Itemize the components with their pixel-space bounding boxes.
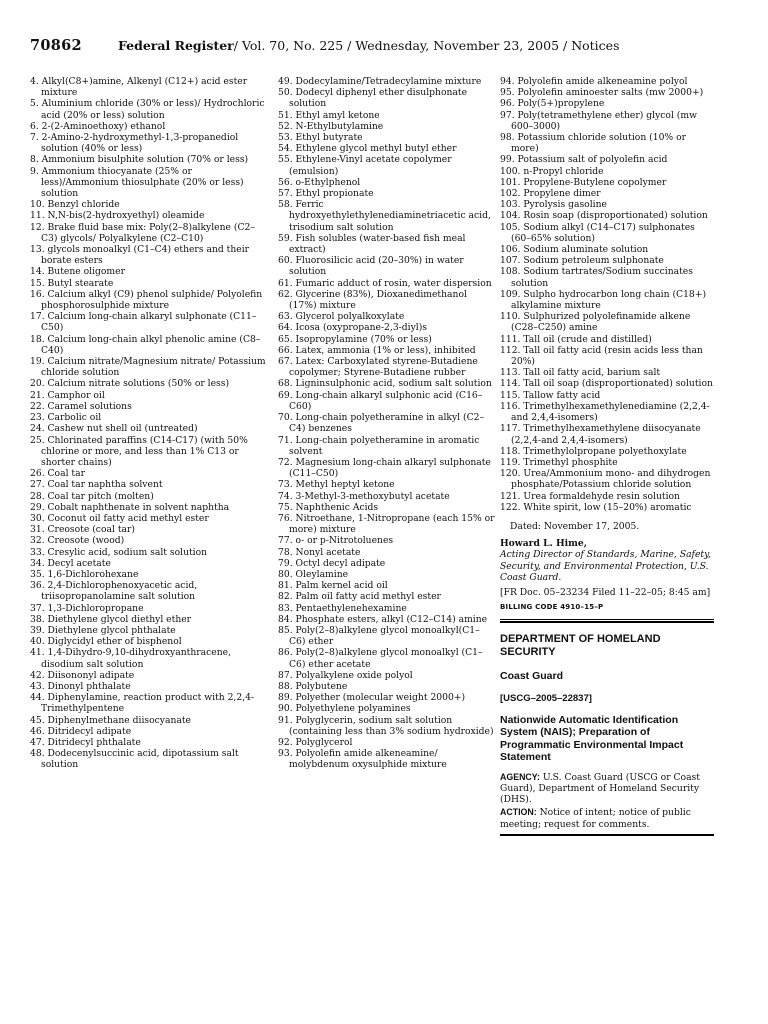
list-item: 25. Chlorinated paraffins (C14-C17) (with 50% chlorine or more, and less than 1% C13 or shorter chains) bbox=[30, 434, 248, 468]
divider-thin bbox=[500, 619, 714, 620]
action-text: Notice of intent; notice of public meeting; request for comments. bbox=[500, 807, 691, 830]
list-item: 99. Potassium salt of polyolefin acid bbox=[500, 154, 668, 166]
list-item: 93. Polyolefin amide alkeneamine/ molybdenum oxysulphide mixture bbox=[278, 748, 447, 771]
list-item: 13. glycols monoalkyl (C1–C4) ethers and their borate esters bbox=[30, 244, 250, 267]
list-item: 28. Coal tar pitch (molten) bbox=[30, 490, 154, 502]
list-item: 75. Naphthenic Acids bbox=[278, 501, 379, 513]
list-item: 84. Phosphate esters, alkyl (C12–C14) amine bbox=[278, 613, 488, 625]
list-item: 29. Cobalt naphthenate in solvent naphtha bbox=[30, 501, 230, 513]
list-item: 114. Tall oil soap (disproportionated) solution bbox=[500, 378, 713, 390]
list-item: 52. N-Ethylbutylamine bbox=[278, 120, 384, 132]
page-number: 70862 bbox=[30, 37, 82, 54]
list-item: 110. Sulphurized polyolefinamide alkene (C28–C250) amine bbox=[500, 311, 691, 334]
list-item: 9. Ammonium thiocyanate (25% or less)/Ammonium thiosulphate (20% or less) solution bbox=[30, 165, 244, 200]
billing-code: BILLING CODE 4910–15–P bbox=[500, 603, 604, 612]
list-item: 24. Cashew nut shell oil (untreated) bbox=[30, 423, 198, 435]
list-item: 108. Sodium tartrates/Sodium succinates solution bbox=[500, 266, 693, 289]
list-item: 76. Nitroethane, 1-Nitropropane (each 15% or more) mixture bbox=[278, 512, 495, 536]
list-item: 31. Creosote (coal tar) bbox=[30, 524, 135, 536]
list-item: 73. Methyl heptyl ketone bbox=[278, 479, 395, 491]
list-item: 8. Ammonium bisulphite solution (70% or less) bbox=[30, 154, 249, 166]
list-item: 15. Butyl stearate bbox=[30, 277, 114, 289]
list-item: 82. Palm oil fatty acid methyl ester bbox=[278, 591, 441, 603]
list-item: 48. Dodecenylsuccinic acid, dipotassium salt solution bbox=[30, 748, 239, 771]
list-item: 43. Dinonyl phthalate bbox=[30, 680, 131, 692]
list-item: 66. Latex, ammonia (1% or less), inhibited bbox=[278, 344, 476, 356]
list-item: 107. Sodium petroleum sulphonate bbox=[500, 255, 664, 267]
list-item: 44. Diphenylamine, reaction product with 2,2,4-Trimethylpentene bbox=[30, 692, 255, 715]
list-item: 20. Calcium nitrate solutions (50% or less) bbox=[30, 378, 230, 390]
list-item: 32. Creosote (wood) bbox=[30, 535, 125, 547]
list-item: 122. White spirit, low (15–20%) aromatic bbox=[500, 501, 692, 513]
signer-title: Acting Director of Standards, Marine, Safety, Security, and Environmental Protection, U.S. Coast Guard. bbox=[500, 549, 711, 583]
list-item: 116. Trimethylhexamethylenediamine (2,2,4- and 2,4,4-isomers) bbox=[500, 400, 710, 424]
list-item: 90. Polyethylene polyamines bbox=[278, 703, 411, 715]
divider-thick bbox=[500, 621, 714, 623]
list-item: 42. Diisononyl adipate bbox=[30, 669, 135, 681]
list-item: 21. Camphor oil bbox=[30, 389, 105, 401]
list-item: 41. 1,4-Dihydro-9,10-dihydroxyanthracene, disodium salt solution bbox=[30, 647, 231, 670]
list-item: 61. Fumaric adduct of rosin, water dispersion bbox=[278, 277, 492, 289]
list-item: 37. 1,3-Dichloropropane bbox=[30, 602, 144, 614]
action-label: ACTION: bbox=[500, 807, 537, 818]
fr-doc-line: [FR Doc. 05–23234 Filed 11–22–05; 8:45 am] bbox=[500, 586, 711, 598]
list-item: 91. Polyglycerin, sodium salt solution (containing less than 3% sodium hydroxide) bbox=[278, 714, 494, 737]
list-item: 12. Brake fluid base mix: Poly(2–8)alkylene (C2–C3) glycols/ Polyalkylene (C2–C10) bbox=[30, 221, 255, 244]
list-item: 23. Carbolic oil bbox=[30, 412, 102, 424]
list-item: 72. Magnesium long-chain alkaryl sulphonate (C11–C50) bbox=[278, 456, 491, 480]
list-item: 88. Polybutene bbox=[278, 680, 348, 692]
list-item: 111. Tall oil (crude and distilled) bbox=[500, 333, 652, 345]
column-2 bbox=[278, 76, 496, 771]
document-title: Nationwide Automatic Identification System (NAIS); Preparation of Programmatic Environmental Impact Statement bbox=[500, 713, 684, 764]
list-item: 109. Sulpho hydrocarbon long chain (C18+) alkylamine mixture bbox=[500, 288, 707, 312]
list-item: 22. Caramel solutions bbox=[30, 400, 132, 412]
list-item: 105. Sodium alkyl (C14–C17) sulphonates (60–65% solution) bbox=[500, 221, 695, 244]
list-item: 14. Butene oligomer bbox=[30, 266, 125, 278]
list-item: 58. Ferric hydroxyethylethylenediaminetriacetic acid, trisodium salt solution bbox=[278, 199, 491, 233]
column-3 bbox=[500, 76, 714, 836]
list-item: 102. Propylene dimer bbox=[500, 188, 601, 200]
list-item: 54. Ethylene glycol methyl butyl ether bbox=[278, 143, 457, 155]
list-item: 120. Urea/Ammonium mono- and dihydrogen phosphate/Potassium chloride solution bbox=[500, 468, 711, 491]
list-item: 94. Polyolefin amide alkeneamine polyol bbox=[500, 76, 688, 87]
list-item: 67. Latex: Carboxylated styrene-Butadiene copolymer; Styrene-Butadiene rubber bbox=[278, 356, 478, 379]
list-item: 33. Cresylic acid, sodium salt solution bbox=[30, 546, 208, 558]
list-item: 74. 3-Methyl-3-methoxybutyl acetate bbox=[278, 490, 450, 502]
agency-heading: DEPARTMENT OF HOMELAND SECURITY bbox=[500, 633, 661, 659]
list-item: 113. Tall oil fatty acid, barium salt bbox=[500, 367, 661, 379]
list-item: 121. Urea formaldehyde resin solution bbox=[500, 490, 680, 502]
list-item: 36. 2,4-Dichlorophenoxyacetic acid, triisopropanolamine salt solution bbox=[30, 580, 198, 603]
list-item: 64. Icosa (oxypropane-2,3-diyl)s bbox=[278, 322, 428, 334]
list-item: 87. Polyalkylene oxide polyol bbox=[278, 669, 413, 681]
list-item: 30. Coconut oil fatty acid methyl ester bbox=[30, 512, 209, 524]
list-item: 59. Fish solubles (water-based fish meal extract) bbox=[278, 232, 466, 256]
list-item: 45. Diphenylmethane diisocyanate bbox=[30, 714, 191, 726]
list-item: 104. Rosin soap (disproportionated) solution bbox=[500, 210, 708, 222]
list-item: 57. Ethyl propionate bbox=[278, 188, 374, 200]
list-item: 40. Diglycidyl ether of bisphenol bbox=[30, 636, 182, 648]
page-header bbox=[30, 38, 740, 54]
list-item: 16. Calcium alkyl (C9) phenol sulphide/ Polyolefin phosphorosulphide mixture bbox=[30, 288, 263, 312]
list-item: 71. Long-chain polyetheramine in aromatic solvent bbox=[278, 434, 480, 457]
list-item: 118. Trimethylolpropane polyethoxylate bbox=[500, 445, 687, 457]
list-item: 17. Calcium long-chain alkaryl sulphonate (C11–C50) bbox=[30, 311, 257, 334]
list-item: 46. Ditridecyl adipate bbox=[30, 725, 132, 737]
list-item: 85. Poly(2–8)alkylene glycol monoalkyl(C1–C6) ether bbox=[278, 624, 480, 648]
list-item: 83. Pentaethylenehexamine bbox=[278, 602, 407, 614]
list-item: 80. Oleylamine bbox=[278, 568, 349, 580]
list-item: 78. Nonyl acetate bbox=[278, 546, 361, 558]
chemical-list bbox=[500, 76, 714, 513]
list-item: 7. 2-Amino-2-hydroxymethyl-1,3-propanediol solution (40% or less) bbox=[30, 132, 239, 155]
list-item: 19. Calcium nitrate/Magnesium nitrate/ Potassium chloride solution bbox=[30, 356, 266, 379]
divider-bottom bbox=[500, 834, 714, 836]
list-item: 106. Sodium aluminate solution bbox=[500, 244, 649, 256]
list-item: 100. n-Propyl chloride bbox=[500, 165, 604, 177]
list-item: 112. Tall oil fatty acid (resin acids less than 20%) bbox=[500, 344, 703, 368]
publication-name: Federal Register bbox=[117, 38, 234, 53]
agency-paragraph bbox=[500, 772, 714, 806]
column-1 bbox=[30, 76, 268, 771]
list-item: 35. 1,6-Dichlorohexane bbox=[30, 568, 139, 580]
list-item: 34. Decyl acetate bbox=[30, 557, 111, 569]
list-item: 62. Glycerine (83%), Dioxanedimethanol (17%) mixture bbox=[278, 288, 467, 312]
list-item: 119. Trimethyl phosphite bbox=[500, 456, 618, 468]
chemical-list bbox=[278, 76, 496, 771]
list-item: 10. Benzyl chloride bbox=[30, 199, 120, 211]
list-item: 6. 2-(2-Aminoethoxy) ethanol bbox=[30, 120, 166, 132]
list-item: 5. Aluminium chloride (30% or less)/ Hydrochloric acid (20% or less) solution bbox=[30, 98, 265, 121]
list-item: 103. Pyrolysis gasoline bbox=[500, 199, 607, 211]
agency-label: AGENCY: bbox=[500, 771, 540, 782]
list-item: 53. Ethyl butyrate bbox=[278, 132, 363, 144]
list-item: 117. Trimethylhexamethylene diisocyanate (2,2,4-and 2,4,4-isomers) bbox=[500, 423, 701, 446]
list-item: 27. Coal tar naphtha solvent bbox=[30, 479, 163, 491]
list-item: 68. Ligninsulphonic acid, sodium salt solution bbox=[278, 378, 492, 390]
list-item: 101. Propylene-Butylene copolymer bbox=[500, 176, 667, 188]
list-item: 60. Fluorosilicic acid (20–30%) in water solution bbox=[278, 255, 464, 278]
dated-line: Dated: November 17, 2005. bbox=[510, 520, 640, 532]
list-item: 79. Octyl decyl adipate bbox=[278, 557, 386, 569]
agency-text: U.S. Coast Guard (USCG or Coast Guard), Department of Homeland Security (DHS). bbox=[500, 771, 700, 806]
docket-number: [USCG–2005–22837] bbox=[500, 692, 592, 704]
list-item: 89. Polyether (molecular weight 2000+) bbox=[278, 692, 466, 704]
list-item: 26. Coal tar bbox=[30, 468, 85, 480]
list-item: 95. Polyolefin aminoester salts (mw 2000+) bbox=[500, 87, 704, 99]
list-item: 81. Palm kernel acid oil bbox=[278, 580, 388, 592]
list-item: 97. Poly(tetramethylene ether) glycol (mw 600–3000) bbox=[500, 109, 697, 132]
list-item: 56. o-Ethylphenol bbox=[278, 176, 361, 188]
list-item: 98. Potassium chloride solution (10% or more) bbox=[500, 132, 687, 155]
list-item: 39. Diethylene glycol phthalate bbox=[30, 624, 176, 636]
list-item: 92. Polyglycerol bbox=[278, 736, 353, 748]
list-item: 18. Calcium long-chain alkyl phenolic amine (C8–C40) bbox=[30, 333, 261, 356]
subagency-heading: Coast Guard bbox=[500, 670, 564, 683]
list-item: 50. Dodecyl diphenyl ether disulphonate solution bbox=[278, 87, 468, 110]
list-item: 69. Long-chain alkaryl sulphonic acid (C16–C60) bbox=[278, 389, 483, 412]
list-item: 49. Dodecylamine/Tetradecylamine mixture bbox=[278, 76, 482, 87]
action-paragraph bbox=[500, 807, 714, 829]
list-item: 65. Isopropylamine (70% or less) bbox=[278, 333, 432, 345]
list-item: 38. Diethylene glycol diethyl ether bbox=[30, 613, 192, 625]
chemical-list bbox=[30, 76, 268, 771]
signer-name: Howard L. Hime, bbox=[500, 538, 587, 550]
list-item: 86. Poly(2–8)alkylene glycol monoalkyl (C1–C6) ether acetate bbox=[278, 647, 483, 670]
list-item: 77. o- or p-Nitrotoluenes bbox=[278, 535, 394, 547]
issue-info: / Vol. 70, No. 225 / Wednesday, November 23, 2005 / Notices bbox=[233, 38, 620, 53]
list-item: 115. Tallow fatty acid bbox=[500, 389, 601, 401]
list-item: 47. Ditridecyl phthalate bbox=[30, 736, 141, 748]
list-item: 70. Long-chain polyetheramine in alkyl (C2–C4) benzenes bbox=[278, 412, 485, 435]
list-item: 55. Ethylene-Vinyl acetate copolymer (emulsion) bbox=[278, 154, 452, 177]
list-item: 51. Ethyl amyl ketone bbox=[278, 109, 380, 121]
list-item: 4. Alkyl(C8+)amine, Alkenyl (C12+) acid ester mixture bbox=[30, 76, 248, 99]
list-item: 96. Poly(5+)propylene bbox=[500, 98, 605, 110]
list-item: 11. N,N-bis(2-hydroxyethyl) oleamide bbox=[30, 210, 205, 222]
list-item: 63. Glycerol polyalkoxylate bbox=[278, 311, 405, 323]
